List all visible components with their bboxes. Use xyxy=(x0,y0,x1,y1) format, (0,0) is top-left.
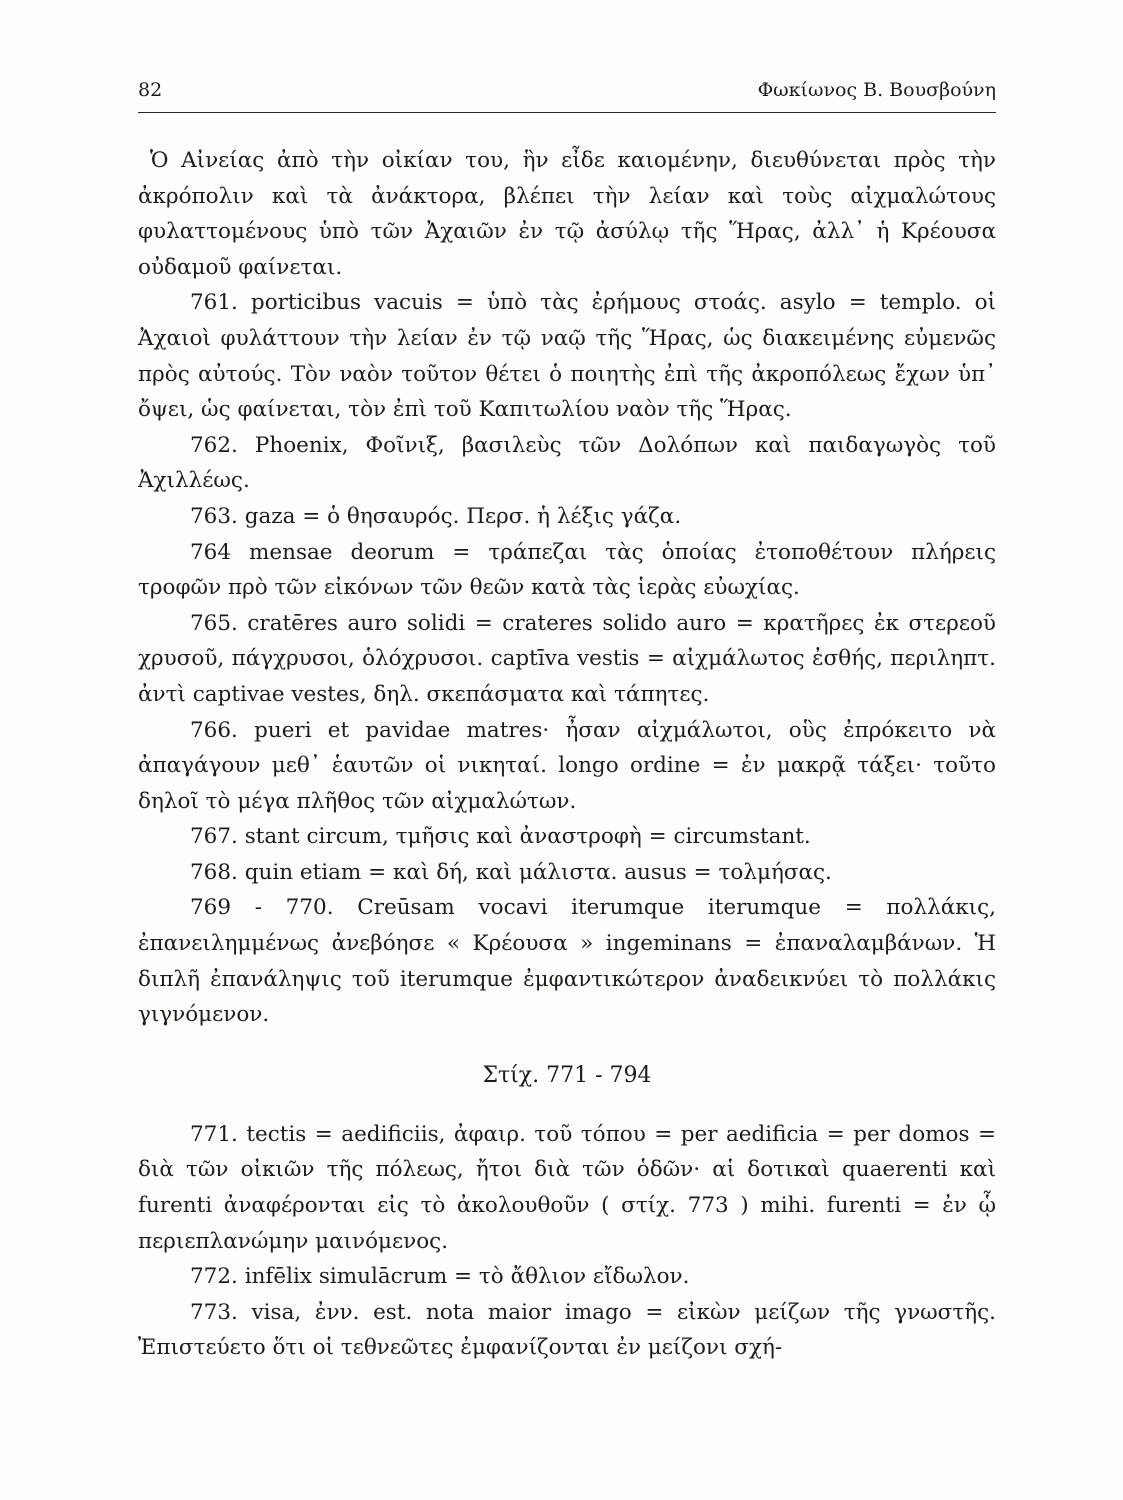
running-title-author: Φωκίωνος Β. Βουσβούνη xyxy=(757,79,996,101)
intro-paragraph: Ὁ Αἰνείας ἀπὸ τὴν οἰκίαν του, ἣν εἶδε καιομένην, διευθύνεται πρὸς τὴν ἀκρόπολιν καὶ τὰ ἀνάκτορα, βλέπει τὴν λείαν καὶ τοὺς αἰχμαλώτους φυλαττομένους ὑπὸ τῶν Ἀχαιῶν ἐν τῷ ἀσύλῳ τῆς Ἥρας, ἀλλ᾿ ἡ Κρέουσα οὐδαμοῦ φαίνεται. xyxy=(138,148,996,280)
commentary-body xyxy=(138,143,996,1366)
section-heading: Στίχ. 771 - 794 xyxy=(482,1062,652,1088)
page-number: 82 xyxy=(138,79,163,101)
note-772: 772. infēlix simulācrum = τὸ ἄθλιον εἴδωλον. xyxy=(190,1264,690,1290)
note-769-770: 769 - 770. Creūsam vocavi iterumque iterumque = πολλάκις, ἐπανειλημμένως ἀνεβόησε « Κρέουσα » ingeminans = ἐπαναλαμβάνων. Ἡ διπλῆ ἐπανάληψις τοῦ iterumque ἐμφαντικώτερον ἀναδεικνύει τὸ πολλάκις γιγνόμενον. xyxy=(138,895,996,1028)
running-header xyxy=(138,78,996,113)
note-766: 766. pueri et pavidae matres· ἦσαν αἰχμάλωτοι, οὓς ἐπρόκειτο νὰ ἀπαγάγουν μεθ᾿ ἑαυτῶν οἱ νικηταί. longo ordine = ἐν μακρᾷ τάξει· τοῦτο δηλοῖ τὸ μέγα πλῆθος τῶν αἰχμαλώτων. xyxy=(138,717,996,814)
note-762: 762. Phoenix, Φοῖνιξ, βασιλεὺς τῶν Δολόπων καὶ παιδαγωγὸς τοῦ Ἀχιλλέως. xyxy=(138,432,996,494)
note-763: 763. gaza = ὁ θησαυρός. Περσ. ἡ λέξις γάζα. xyxy=(190,503,682,529)
note-768: 768. quin etiam = καὶ δή, καὶ μάλιστα. ausus = τολμήσας. xyxy=(190,859,832,885)
note-764: 764 mensae deorum = τράπεζαι τὰς ὁποίας ἐτοποθέτουν πλήρεις τροφῶν πρὸ τῶν εἰκόνων τῶν θεῶν κατὰ τὰς ἱερὰς εὐωχίας. xyxy=(138,539,996,601)
note-771: 771. tectis = aedificiis, ἀφαιρ. τοῦ τόπου = per aedificia = per domos = διὰ τῶν οἰκιῶν τῆς πόλεως, ἤτοι διὰ τῶν ὁδῶν· αἱ δοτικαὶ quaerenti καὶ furenti ἀναφέρονται εἰς τὸ ἀκολουθοῦν ( στίχ. 773 ) mihi. furenti = ἐν ᾧ περιεπλανώμην μαινόμενος. xyxy=(138,1121,996,1254)
note-761: 761. porticibus vacuis = ὑπὸ τὰς ἐρήμους στοάς. asylo = templo. οἱ Ἀχαιοὶ φυλάττουν τὴν λείαν ἐν τῷ ναῷ τῆς Ἥρας, ὡς διακειμένης εὐμενῶς πρὸς αὐτούς. Τὸν ναὸν τοῦτον θέτει ὁ ποιητὴς ἐπὶ τῆς ἀκροπόλεως ἔχων ὑπ᾿ ὄψει, ὡς φαίνεται, τὸν ἐπὶ τοῦ Καπιτωλίου ναὸν τῆς Ἥρας. xyxy=(138,290,996,423)
note-773: 773. visa, ἐνν. est. nota maior imago = εἰκὼν μείζων τῆς γνωστῆς. Ἐπιστεύετο ὅτι οἱ τεθνεῶτες ἐμφανίζονται ἐν μείζονι σχή- xyxy=(138,1299,996,1361)
note-767: 767. stant circum, τμῆσις καὶ ἀναστροφὴ = circumstant. xyxy=(190,824,811,850)
note-765: 765. cratēres auro solidi = crateres solido auro = κρατῆρες ἐκ στερεοῦ χρυσοῦ, πάγχρυσοι, ὁλόχρυσοι. captīva vestis = αἰχμάλωτος ἐσθής, περιληπτ. ἀντὶ captivae vestes, δηλ. σκεπάσματα καὶ τάπητες. xyxy=(138,610,996,707)
